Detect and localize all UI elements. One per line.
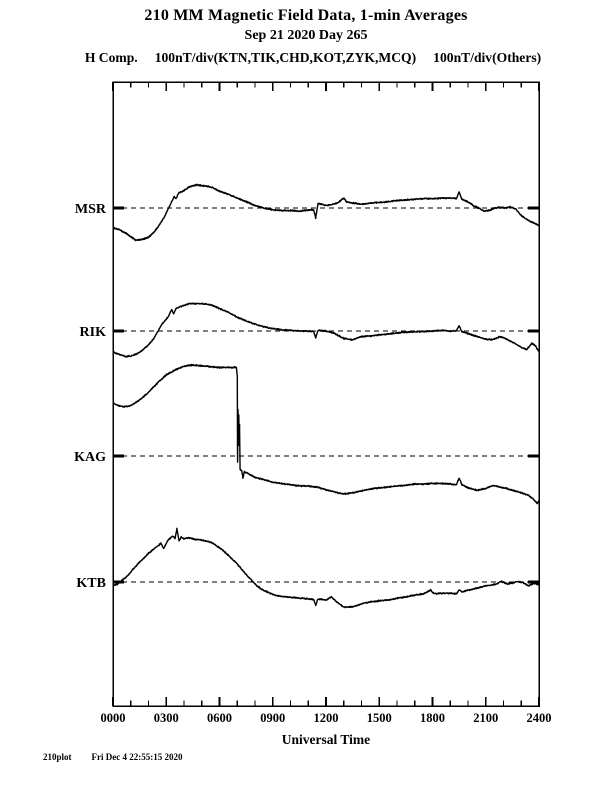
station-label-KAG: KAG (74, 450, 106, 465)
trace-MSR (113, 184, 539, 240)
x-axis-label: Universal Time (281, 732, 371, 747)
component-label: H Comp. (84, 50, 138, 65)
trace-RIK (113, 303, 539, 357)
x-tick-label: 1200 (313, 711, 339, 725)
station-label-RIK: RIK (79, 325, 106, 340)
x-tick-label: 1800 (420, 711, 445, 725)
x-tick-label: 1500 (366, 711, 392, 725)
plot-credit (43, 752, 183, 762)
scale-group2-label: 100nT/div(Others) (433, 50, 542, 65)
x-tick-label: 2400 (526, 711, 552, 725)
page-title: 210 MM Magnetic Field Data, 1-min Averages (144, 7, 468, 24)
x-tick-label: 0900 (260, 711, 286, 725)
trace-KTB (113, 528, 539, 607)
trace-KAG (113, 365, 539, 504)
station-label-KTB: KTB (76, 576, 106, 591)
scale-group1-label: 100nT/div(KTN,TIK,CHD,KOT,ZYK,MCQ) (154, 50, 417, 65)
x-tick-label: 0000 (100, 711, 126, 725)
x-tick-label: 0600 (207, 711, 232, 725)
x-tick-label: 2100 (473, 711, 499, 725)
page-subtitle: Sep 21 2020 Day 265 (244, 28, 368, 43)
station-label-MSR: MSR (74, 202, 106, 217)
credit-program: 210plot (43, 752, 72, 762)
credit-timestamp: Fri Dec 4 22:55:15 2020 (91, 752, 183, 762)
x-tick-label: 0300 (153, 711, 179, 725)
plot-frame (113, 82, 539, 706)
